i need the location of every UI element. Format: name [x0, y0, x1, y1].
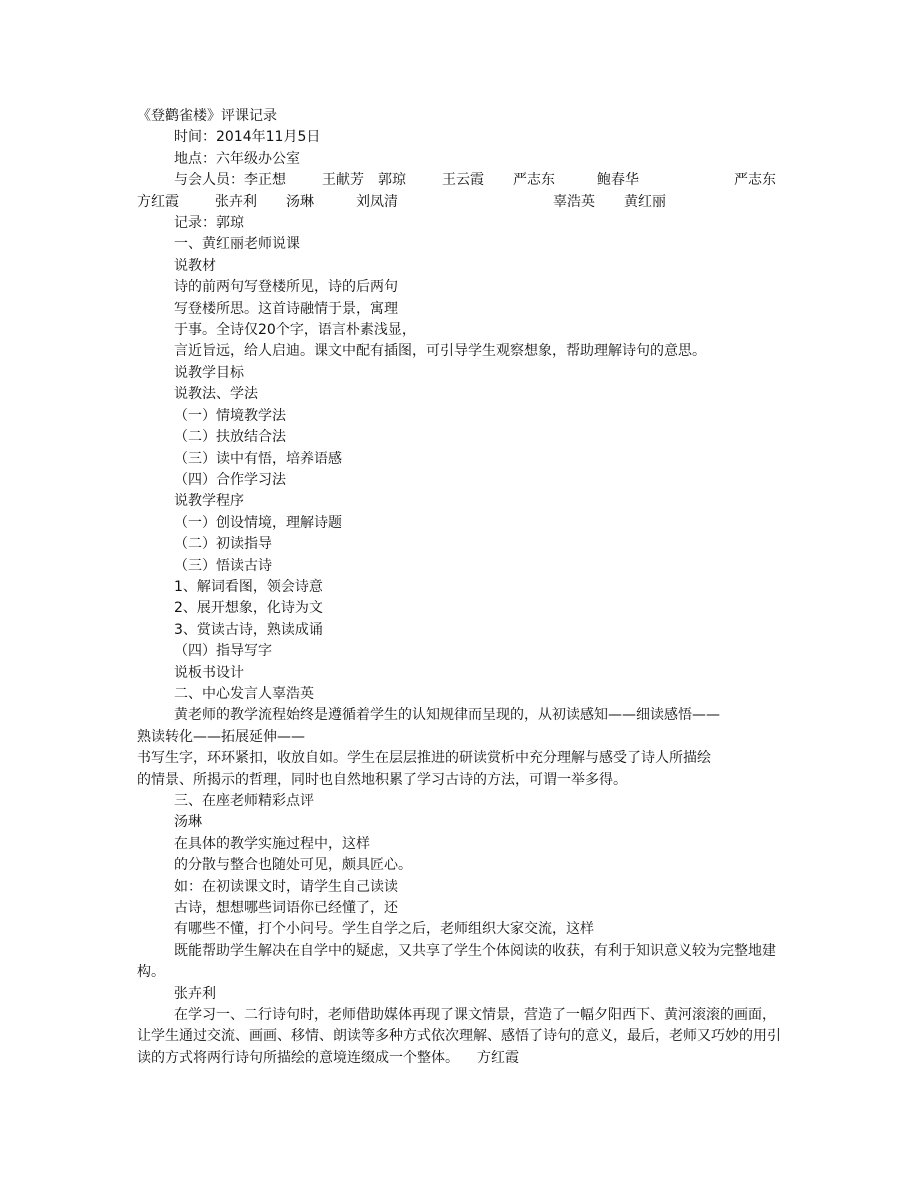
paragraph-line: 的分散与整合也随处可见，颇具匠心。 — [174, 857, 412, 874]
paragraph-line: 如：在初读课文时，请学生自己读读 — [174, 878, 398, 895]
paragraph-line: 的情景、所揭示的哲理，同时也自然地积累了学习古诗的方法，可谓一举多得。 — [137, 771, 627, 788]
paragraph-line: 写登楼所思。这首诗融情于景，寓理 — [174, 300, 398, 317]
attendee-name: 张卉利 — [215, 193, 257, 210]
attendee-name: 严志东 — [513, 172, 555, 189]
paragraph-line: 黄老师的教学流程始终是遵循着学生的认知规律而呈现的，从初读感知——细读感悟—— — [174, 707, 720, 724]
section-3-heading: 三、在座老师精彩点评 — [174, 793, 314, 809]
step-item: （四）指导写字 — [174, 643, 272, 660]
subheading-banshu: 说板书设计 — [174, 664, 244, 681]
method-item: （三）读中有悟，培养语感 — [174, 450, 342, 467]
commenter-name: 汤琳 — [174, 814, 202, 831]
paragraph-line: 诗的前两句写登楼所见，诗的后两句 — [174, 279, 398, 296]
paragraph-line: 书写生字，环环紧扣，收放自如。学生在层层推进的研读赏析中充分理解与感受了诗人所描绘 — [137, 750, 711, 767]
substep-item: 1、解词看图，领会诗意 — [174, 578, 323, 595]
subheading-mubiao: 说教学目标 — [174, 364, 244, 381]
subheading-fangfa: 说教法、学法 — [174, 386, 258, 403]
step-item: （二）初读指导 — [174, 536, 272, 553]
attendee-name: 刘凤清 — [356, 193, 398, 210]
attendees-row-2 — [137, 192, 787, 213]
attendees-label: 与会人员： — [174, 172, 244, 189]
subheading-chengxu: 说教学程序 — [174, 493, 244, 510]
attendee-name: 黄红丽 — [624, 193, 666, 210]
section-1-heading: 一、黄红丽老师说课 — [174, 236, 300, 253]
attendees-row-1 — [137, 170, 787, 191]
attendee-name: 鲍春华 — [597, 172, 639, 189]
section-2-heading: 二、中心发言人辜浩英 — [174, 685, 314, 702]
paragraph-line: 古诗，想想哪些词语你已经懂了，还 — [174, 900, 398, 917]
attendee-name: 王云霞 — [442, 172, 484, 189]
commenter-name: 张卉利 — [174, 985, 216, 1002]
step-item: （三）悟读古诗 — [174, 557, 272, 574]
paragraph — [137, 1005, 787, 1069]
meeting-place: 地点：六年级办公室 — [174, 150, 300, 167]
recorder: 记录：郭琼 — [174, 215, 244, 232]
subheading-jiaocai: 说教材 — [174, 257, 216, 274]
attendee-name: 方红霞 — [137, 193, 179, 210]
paragraph-line: 有哪些不懂，打个小问号。学生自学之后，老师组织大家交流，这样 — [174, 921, 594, 938]
attendee-name: 郭琼 — [378, 172, 406, 189]
attendee-name: 王献芳 — [322, 172, 364, 189]
paragraph: 既能帮助学生解决在自学中的疑虑，又共享了学生个体阅读的收获，有利于知识意义较为完整地建构。 — [137, 942, 776, 981]
attendee-name: 李正想 — [244, 172, 286, 189]
step-item: （一）创设情境，理解诗题 — [174, 514, 342, 531]
paragraph-line: 于事。全诗仅20个字，语言朴素浅显， — [174, 322, 416, 339]
document-body — [137, 106, 787, 1069]
method-item: （一）情境教学法 — [174, 407, 286, 424]
meeting-time: 时间：2014年11月5日 — [174, 129, 321, 146]
attendee-name: 严志东 — [734, 172, 776, 189]
method-item: （四）合作学习法 — [174, 471, 286, 488]
paragraph-line: 言近旨远，给人启迪。课文中配有插图，可引导学生观察想象，帮助理解诗句的意思。 — [174, 343, 706, 360]
method-item: （二）扶放结合法 — [174, 429, 286, 446]
paragraph-line: 在具体的教学实施过程中，这样 — [174, 835, 370, 852]
paragraph-text: 在学习一、二行诗句时，老师借助媒体再现了课文情景，营造了一幅夕阳西下、黄河滚滚的画面，让学生通过交流、画画、移情、朗读等多种方式依次理解、感悟了诗句的意义，最后，老师又巧妙的用引读的方式将两行诗句所描绘的意境连缀成一个整体。 — [137, 1007, 781, 1066]
substep-item: 2、展开想象，化诗为文 — [174, 600, 323, 617]
attendee-name: 汤琳 — [286, 193, 314, 210]
attendee-name: 辜浩英 — [553, 193, 595, 210]
document-title: 《登鹳雀楼》评课记录 — [137, 108, 277, 124]
substep-item: 3、赏读古诗，熟读成诵 — [174, 621, 323, 638]
paragraph-line: 熟读转化——拓展延伸—— — [137, 728, 305, 745]
commenter-name: 方红霞 — [477, 1049, 519, 1066]
